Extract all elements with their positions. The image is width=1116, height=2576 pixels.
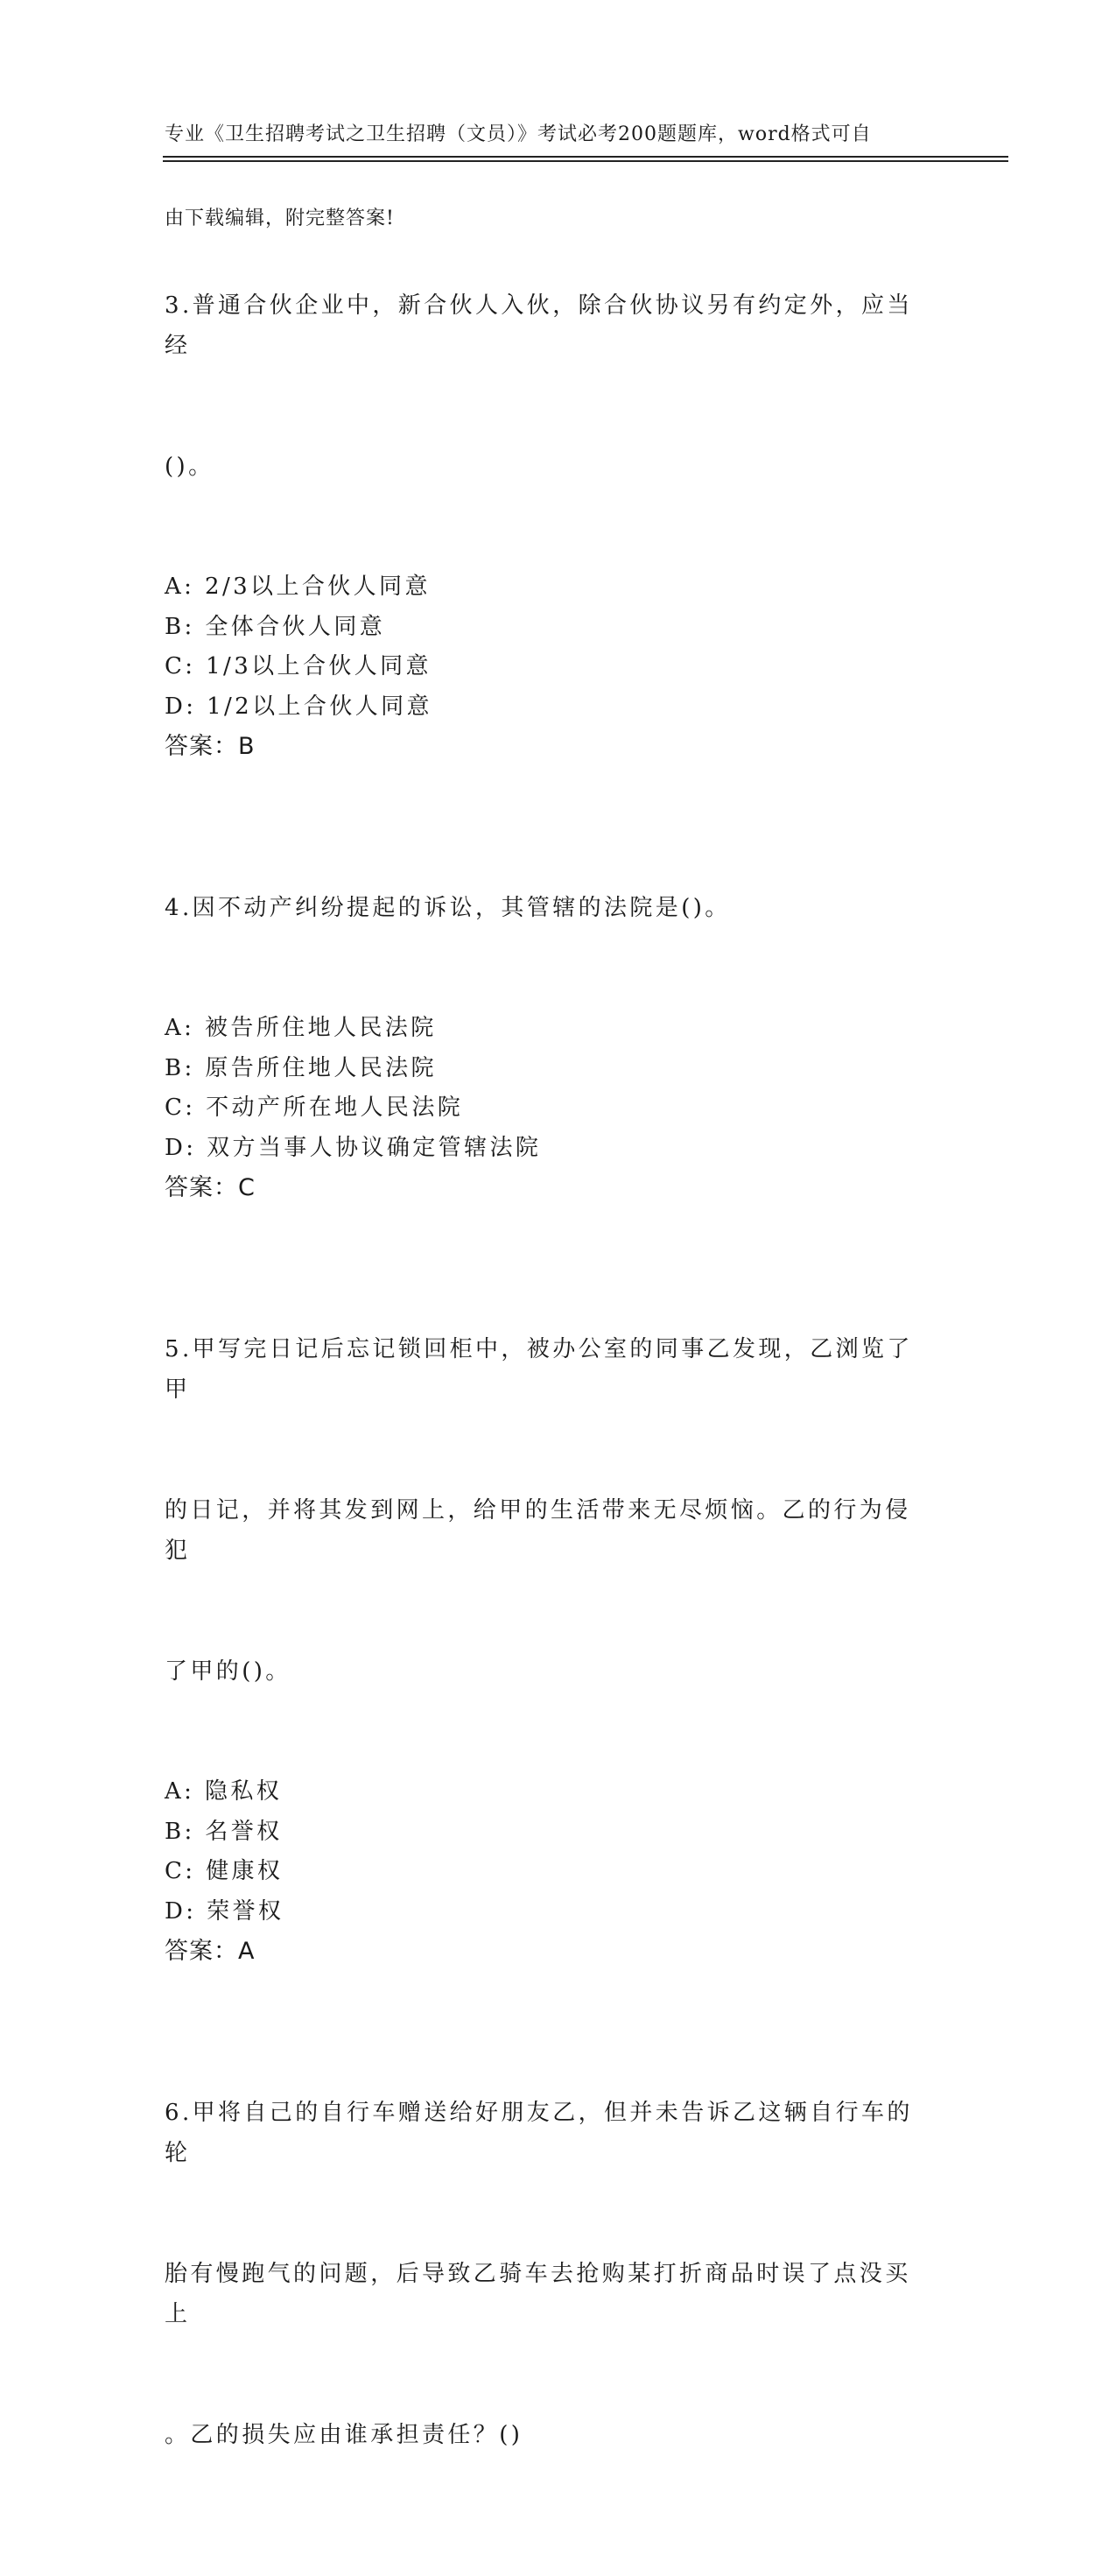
option-b: B: 原告所住地人民法院 [165,1054,437,1081]
question-item [165,2012,935,2536]
stem-line: 了甲的()。 [165,1658,291,1685]
question-stem [165,1249,935,1772]
option-a: A: 隐私权 [165,1778,283,1805]
stem-line: ()。 [165,454,214,480]
option-c: C: 健康权 [165,1858,284,1884]
option-b: B: 全体合伙人同意 [165,613,386,640]
stem-line: 3.普通合伙企业中，新合伙人入伙，除合伙协议另有约定外，应当经 [165,292,913,359]
option-c: C: 不动产所在地人民法院 [165,1094,464,1121]
question-item [165,1249,935,1972]
question-item [165,205,935,767]
question-stem [165,205,935,567]
header-divider-bottom [163,160,1008,162]
answer-label: 答案：B [165,733,256,760]
stem-line: 的日记，并将其发到网上，给甲的生活带来无尽烦恼。乙的行为侵犯 [165,1497,911,1564]
option-d: D: 双方当事人协议确定管辖法院 [165,1134,542,1161]
question-stem [165,807,935,1009]
header-line-2: 由下载编辑，附完整答案! [165,208,395,229]
option-d: D: 荣誉权 [165,1897,284,1925]
option-a: A: 2/3以上合伙人同意 [165,574,431,600]
header-divider-top [163,156,1008,158]
option-c: C: 1/3以上合伙人同意 [165,653,432,679]
stem-line: 5.甲写完日记后忘记锁回柜中，被办公室的同事乙发现，乙浏览了甲 [165,1336,913,1403]
answer-label: 答案：C [165,1174,256,1201]
question-item [165,807,935,1208]
answer-label: 答案：A [165,1938,256,1965]
option-d: D: 1/2以上合伙人同意 [165,693,432,720]
option-b: B: 名誉权 [165,1818,283,1845]
option-a: A: 被告所住地人民法院 [165,1015,437,1041]
stem-line: 。乙的损失应由谁承担责任？() [165,2422,523,2448]
question-list [165,205,935,2576]
stem-line: 4.因不动产纠纷提起的诉讼，其管辖的法院是()。 [165,895,731,921]
header-line-1: 专业《卫生招聘考试之卫生招聘（文员）》考试必考200题题库，word格式可自 [165,123,872,145]
question-stem [165,2012,935,2536]
stem-line: 6.甲将自己的自行车赠送给好朋友乙，但并未告诉乙这辆自行车的轮 [165,2100,913,2166]
stem-line: 胎有慢跑气的问题，后导致乙骑车去抢购某打折商品时误了点没买上 [165,2261,911,2327]
